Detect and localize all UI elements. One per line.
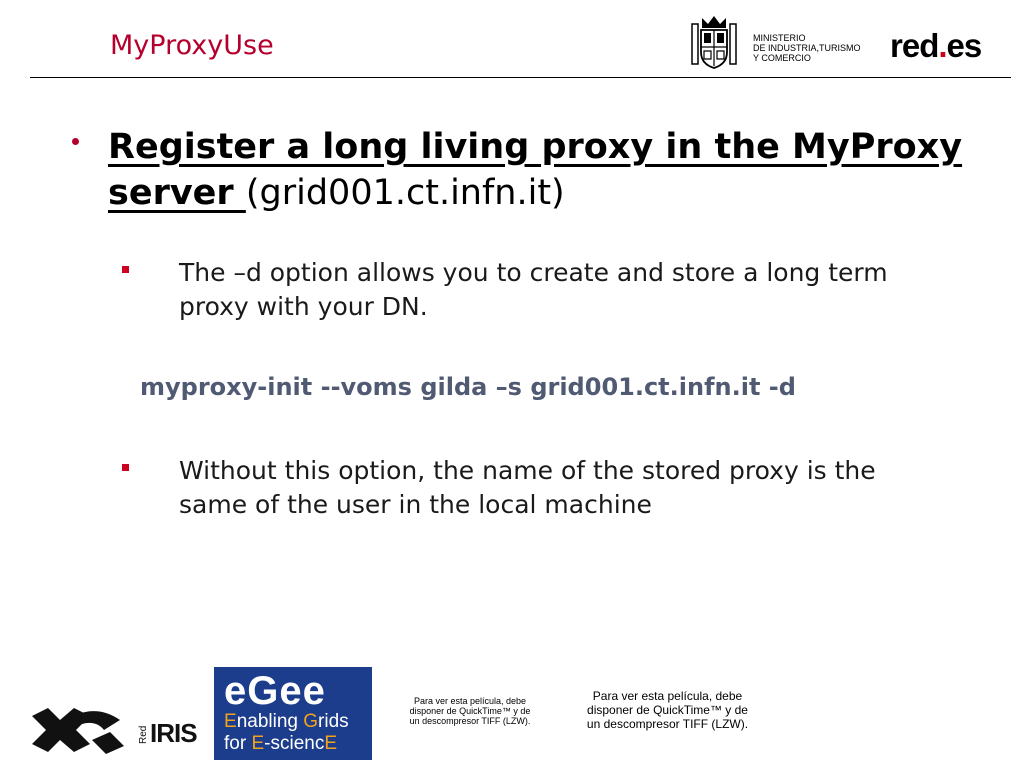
rediris-logo-red-text: Red (138, 725, 149, 744)
command-line: myproxy-init --voms gilda –s grid001.ct.infn.it -d (140, 373, 796, 401)
slide-title: MyProxyUse (110, 30, 274, 61)
main-bullet-heading: Register a long living proxy in the MyProxy server (108, 127, 963, 213)
egee-logo-line-1 (224, 711, 362, 733)
egee-logo-rids: rids (318, 711, 349, 732)
quicktime-placeholder-1 (380, 696, 560, 726)
sub-bullet-2-text: Without this option, the name of the stored proxy is the same of the user in the local machine (179, 456, 876, 519)
red-es-logo-dot: . (938, 27, 947, 64)
egee-logo-e2: E (251, 733, 265, 754)
egee-logo-for: for (224, 733, 252, 754)
qt1-line-3: un descompresor TIFF (LZW). (409, 716, 531, 726)
egee-logo-e: E (224, 711, 237, 732)
qt1-line-1: Para ver esta película, debe (413, 696, 527, 706)
ministry-line-3: Y COMERCIO (753, 53, 811, 63)
sub-bullet-1 (122, 256, 912, 324)
spanish-coat-of-arms-logo (688, 14, 740, 70)
egee-logo-g: G (303, 711, 319, 732)
sub-bullet-2 (122, 454, 912, 522)
red-es-logo-right: es (946, 27, 982, 64)
rediris-logo (30, 706, 197, 756)
main-bullet-text (108, 124, 972, 216)
bullet-dot-icon (72, 138, 79, 145)
main-bullet-host: (grid001.ct.infn.it) (245, 173, 565, 213)
egee-logo-nabling: nabling (236, 711, 304, 732)
qt1-line-2: disponer de QuickTime™ y de (409, 706, 531, 716)
red-es-logo-left: red (890, 27, 939, 64)
main-bullet (72, 124, 972, 216)
square-bullet-icon (122, 464, 129, 471)
qt2-line-1: Para ver esta película, debe (592, 689, 743, 703)
header-divider (30, 77, 1011, 78)
ministry-line-2: DE INDUSTRIA,TURISMO (753, 43, 861, 53)
egee-logo-scienc: -scienc (264, 733, 325, 754)
qt2-line-3: un descompresor TIFF (LZW). (586, 717, 749, 731)
red-es-logo (890, 27, 981, 65)
rediris-logo-text: IRIS (150, 718, 197, 748)
egee-logo-word: eGee (224, 669, 326, 713)
square-bullet-icon (122, 266, 129, 273)
ministry-logo-text (753, 33, 861, 63)
egee-logo (214, 667, 372, 760)
egee-logo-e3: E (324, 733, 338, 754)
qt2-line-2: disponer de QuickTime™ y de (587, 703, 748, 717)
quicktime-placeholder-2 (570, 689, 765, 731)
ministry-line-1: MINISTERIO (753, 33, 806, 43)
sub-bullet-1-text: The –d option allows you to create and store a long term proxy with your DN. (179, 258, 888, 321)
egee-logo-line-2 (224, 733, 362, 755)
